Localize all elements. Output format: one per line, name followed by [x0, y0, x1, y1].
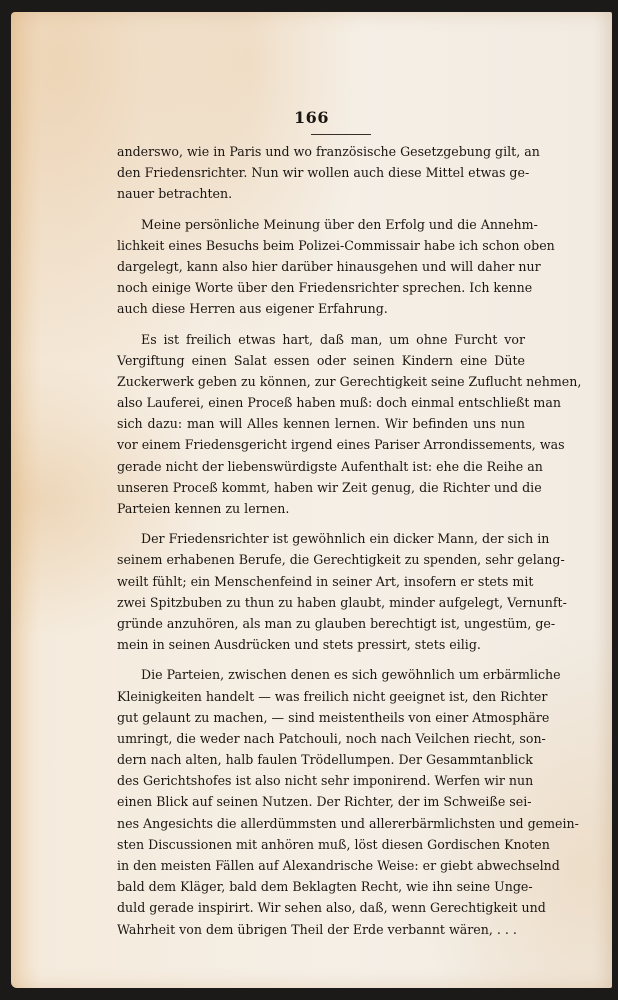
text-line: des Gerichtshofes ist also nicht sehr imponirend. Werfen wir nun: [117, 773, 534, 789]
text-line: auch diese Herren aus eigener Erfahrung.: [117, 301, 388, 317]
text-line: bald dem Kläger, bald dem Beklagten Recht, wie ihn seine Unge-: [117, 879, 533, 895]
text-line: nauer betrachten.: [117, 186, 233, 202]
text-line: weilt fühlt; ein Menschenfeind in seiner Art, insofern er stets mit: [117, 573, 534, 589]
text-line: Kleinigkeiten handelt — was freilich nicht geeignet ist, den Richter: [117, 688, 548, 704]
text-line: gründe anzuhören, als man zu glauben berechtigt ist, ungestüm, ge-: [117, 615, 556, 631]
text-line: Die Parteien, zwischen denen es sich gewöhnlich um erbärmliche: [141, 667, 561, 683]
text-line: Zuckerwerk geben zu können, zur Gerechtigkeit seine Zuflucht nehmen,: [117, 373, 582, 389]
text-line: anderswo, wie in Paris und wo französische Gesetzgebung gilt, an: [117, 144, 540, 159]
text-line: gut gelaunt zu machen, — sind meistentheils von einer Atmosphäre: [117, 709, 550, 725]
text-line: umringt, die weder nach Patchouli, noch nach Veilchen riecht, son-: [117, 730, 546, 746]
body-text: [117, 141, 582, 949]
text-line: dargelegt, kann also hier darüber hinausgehen und will daher nur: [117, 258, 541, 274]
text-line: Der Friedensrichter ist gewöhnlich ein dicker Mann, der sich in: [141, 531, 550, 547]
text-line: duld gerade inspirirt. Wir sehen also, daß, wenn Gerechtigkeit und: [117, 900, 546, 916]
paragraph: [117, 141, 540, 205]
text-line: in den meisten Fällen auf Alexandrische Weise: er giebt abwechselnd: [117, 858, 560, 873]
text-line: den Friedensrichter. Nun wir wollen auch diese Mittel etwas ge-: [117, 165, 530, 181]
text-line: seinem erhabenen Berufe, die Gerechtigkeit zu spenden, sehr gelang-: [117, 552, 565, 568]
paragraph: [117, 214, 555, 320]
text-line: Vergiftung einen Salat essen oder seinen Kindern eine Düte: [117, 352, 525, 368]
paragraph: [117, 664, 579, 939]
text-line: nes Angesichts die allerdümmsten und allererbärmlichsten und gemein-: [117, 815, 579, 831]
text-line: unseren Proceß kommt, haben wir Zeit genug, die Richter und die: [117, 479, 542, 495]
text-line: Parteien kennen zu lernen.: [117, 501, 290, 516]
text-line: lichkeit eines Besuchs beim Polizei-Commissair habe ich schon oben: [117, 237, 555, 253]
text-line: mein in seinen Ausdrücken und stets pressirt, stets eilig.: [117, 637, 481, 653]
text-line: vor einem Friedensgericht irgend eines Pariser Arrondissements, was: [117, 437, 565, 453]
text-line: dern nach alten, halb faulen Trödellumpen. Der Gesammtanblick: [117, 752, 533, 768]
page-number-rule: [311, 134, 371, 135]
text-line: gerade nicht der liebenswürdigste Aufenthalt ist: ehe die Reihe an: [117, 458, 543, 474]
text-line: sich dazu: man will Alles kennen lernen. Wir befinden uns nun: [117, 416, 525, 432]
paragraph: [117, 329, 582, 520]
text-line: einen Blick auf seinen Nutzen. Der Richter, der im Schweiße sei-: [117, 794, 532, 810]
text-line: zwei Spitzbuben zu thun zu haben glaubt, minder aufgelegt, Vernunft-: [117, 594, 567, 610]
text-line: Meine persönliche Meinung über den Erfolg und die Annehm-: [141, 216, 538, 232]
page-number: 166: [294, 108, 329, 127]
text-line: also Lauferei, einen Proceß haben muß: doch einmal entschließt man: [117, 395, 561, 411]
text-line: Es ist freilich etwas hart, daß man, um ohne Furcht vor: [141, 331, 525, 347]
book-page: [11, 12, 612, 988]
text-line: sten Discussionen mit anhören muß, löst diesen Gordischen Knoten: [117, 836, 550, 852]
text-line: noch einige Worte über den Friedensrichter sprechen. Ich kenne: [117, 280, 533, 296]
text-line: Wahrheit von dem übrigen Theil der Erde verbannt wären, . . .: [117, 921, 517, 937]
paragraph: [117, 528, 567, 655]
